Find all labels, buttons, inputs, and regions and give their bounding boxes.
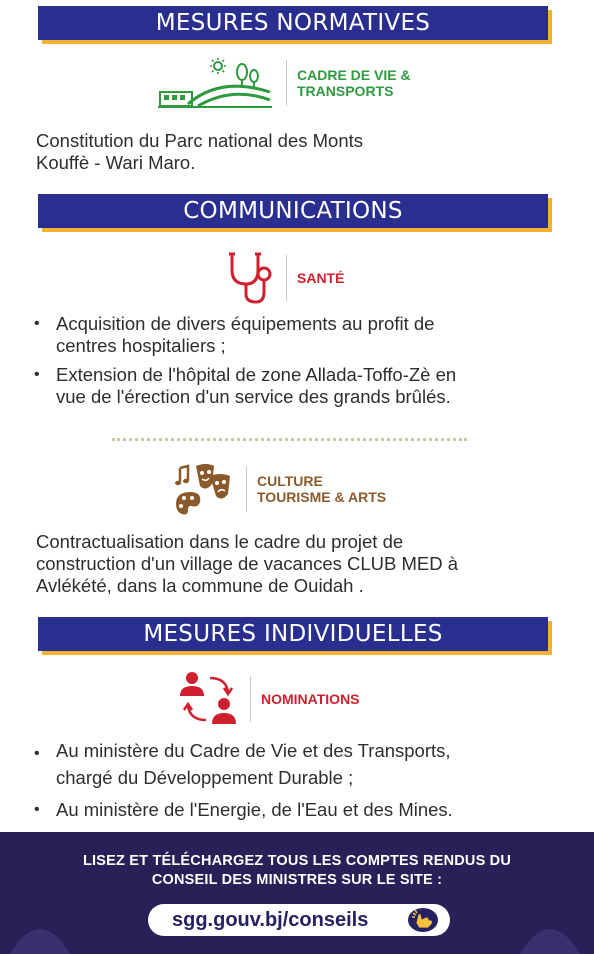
text-line: Kouffè - Wari Maro. [36,152,196,173]
bullet-dot: • [34,315,40,332]
bullet-dot: • [34,745,40,762]
footer-banner [0,832,594,954]
category-label [297,67,411,99]
decorative-pattern-icon [520,894,580,954]
category-label-line: CULTURE [257,473,323,489]
text-line: centres hospitaliers ; [56,335,226,356]
nominations-list [30,739,570,821]
text-line: Avlékété, dans la commune de Ouidah . [36,575,364,596]
category-divider [246,466,247,512]
text-line: vue de l'érection d'un service des grands brûlés. [56,386,451,407]
section-banner-mesures-individuelles [38,617,548,651]
list-item [30,739,570,793]
hand-pointer-icon [408,907,438,933]
category-label-line: TOURISME & ARTS [257,489,387,505]
category-divider [286,60,287,106]
category-divider [286,255,287,301]
category-label-line: CADRE DE VIE & [297,67,411,83]
text-line: Au ministère de l'Energie, de l'Eau et des Mines. [56,799,453,820]
footer-text [0,852,594,890]
theatre-masks-icon [172,460,234,518]
footer-text-line: CONSEIL DES MINISTRES SUR LE SITE : [151,872,443,888]
text-line: Acquisition de divers équipements au profit de [56,313,435,334]
landscape-icon [158,56,274,110]
stethoscope-icon [226,250,274,306]
category-label [257,473,386,505]
section-title: MESURES INDIVIDUELLES [143,621,443,647]
dotted-divider [112,438,467,441]
section-banner-mesures-normatives [38,6,548,40]
culture-text [36,531,566,597]
text-line: Au ministère du Cadre de Vie et des Transports, [56,740,451,761]
text-line: Contractualisation dans le cadre du projet de [36,531,404,552]
text-line: construction d'un village de vacances CLUB MED à [36,553,459,574]
list-item [30,364,570,408]
category-label: NOMINATIONS [261,691,360,707]
decorative-pattern-icon [10,894,70,954]
list-item [30,799,570,821]
list-item [30,313,570,357]
category-nominations [178,670,360,728]
text-line: Extension de l'hôpital de zone Allada-Toffo-Zè en [56,364,457,385]
text-line: Constitution du Parc national des Monts [36,130,364,151]
section-title: COMMUNICATIONS [183,198,403,224]
category-label: SANTÉ [297,270,345,286]
category-cadre-de-vie [158,56,411,110]
site-url[interactable]: sgg.gouv.bj/conseils [172,908,369,931]
category-sante [226,250,344,306]
section-title: MESURES NORMATIVES [155,10,431,36]
category-culture [172,460,386,518]
category-divider [250,676,251,722]
text-line: chargé du Développement Durable ; [56,767,354,788]
category-label-line: TRANSPORTS [297,83,394,99]
bullet-dot: • [34,801,40,818]
section-banner-communications [38,194,548,228]
footer-text-line: LISEZ ET TÉLÉCHARGEZ TOUS LES COMPTES RENDUS DU [82,853,512,869]
bullet-dot: • [34,366,40,383]
normatives-text [36,130,566,174]
sante-list [30,313,570,408]
site-link-button[interactable] [148,904,450,936]
people-exchange-icon [178,670,238,728]
